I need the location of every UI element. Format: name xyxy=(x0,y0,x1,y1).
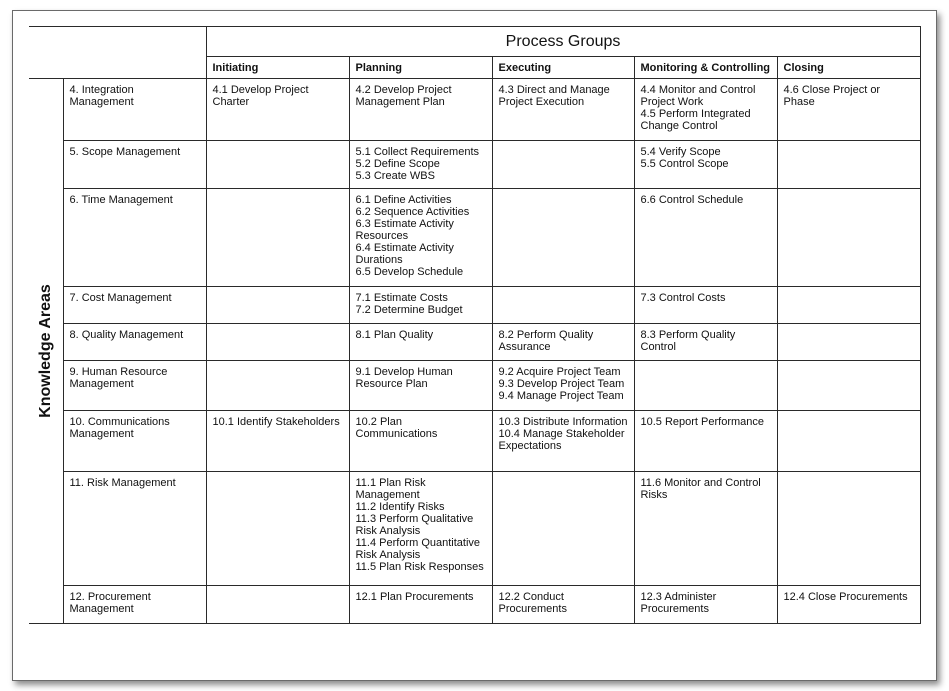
process-item: 11.3 Perform Qualitative Risk Analysis xyxy=(355,513,474,537)
knowledge-area-name: 7. Cost Management xyxy=(63,287,206,324)
column-header-closing: Closing xyxy=(777,57,920,79)
process-item: 4.5 Perform Integrated Change Control xyxy=(640,108,751,132)
process-item: 10.2 Plan Communications xyxy=(355,416,438,440)
process-cell-closing xyxy=(777,189,920,287)
table-row xyxy=(29,472,920,586)
process-item: 9.2 Acquire Project Team xyxy=(498,366,621,378)
process-cell-executing xyxy=(492,189,634,287)
process-cell-planning xyxy=(349,472,492,586)
process-item: 7.2 Determine Budget xyxy=(355,304,463,316)
process-item: 5.3 Create WBS xyxy=(355,170,435,182)
process-cell-executing xyxy=(492,586,634,624)
knowledge-area-name: 6. Time Management xyxy=(63,189,206,287)
process-item: 8.1 Plan Quality xyxy=(355,329,434,341)
process-cell-initiating xyxy=(206,361,349,411)
process-cell-closing xyxy=(777,411,920,472)
process-cell-monitoring xyxy=(634,324,777,361)
knowledge-area-name: 11. Risk Management xyxy=(63,472,206,586)
process-cell-initiating xyxy=(206,586,349,624)
process-item: 4.2 Develop Project Management Plan xyxy=(355,84,452,108)
process-cell-planning xyxy=(349,79,492,141)
process-cell-planning xyxy=(349,189,492,287)
process-item: 6.4 Estimate Activity Durations xyxy=(355,242,454,266)
process-cell-executing xyxy=(492,324,634,361)
blank-corner xyxy=(29,27,206,57)
process-item: 5.4 Verify Scope xyxy=(640,146,721,158)
process-item: 10.5 Report Performance xyxy=(640,416,765,428)
process-item: 10.3 Distribute Information xyxy=(498,416,628,428)
process-cell-monitoring xyxy=(634,586,777,624)
blank-corner-lower xyxy=(29,57,206,79)
process-item: 5.1 Collect Requirements xyxy=(355,146,480,158)
process-item: 8.2 Perform Quality Assurance xyxy=(498,329,594,353)
process-cell-planning xyxy=(349,411,492,472)
table-row xyxy=(29,141,920,189)
process-item: 4.3 Direct and Manage Project Execution xyxy=(498,84,610,108)
process-item: 6.6 Control Schedule xyxy=(640,194,744,206)
process-cell-initiating xyxy=(206,141,349,189)
process-item: 7.3 Control Costs xyxy=(640,292,726,304)
process-item: 9.1 Develop Human Resource Plan xyxy=(355,366,453,390)
process-cell-executing xyxy=(492,472,634,586)
process-cell-closing xyxy=(777,141,920,189)
table-row xyxy=(29,586,920,624)
knowledge-area-name: 8. Quality Management xyxy=(63,324,206,361)
process-item: 11.1 Plan Risk Management xyxy=(355,477,426,501)
process-cell-closing xyxy=(777,361,920,411)
process-cell-monitoring xyxy=(634,287,777,324)
column-header-monitoring-controlling: Monitoring & Controlling xyxy=(634,57,777,79)
process-cell-monitoring xyxy=(634,79,777,141)
process-item: 6.5 Develop Schedule xyxy=(355,266,464,278)
process-cell-executing xyxy=(492,411,634,472)
process-cell-planning xyxy=(349,324,492,361)
process-cell-planning xyxy=(349,361,492,411)
process-cell-planning xyxy=(349,141,492,189)
process-cell-closing xyxy=(777,586,920,624)
knowledge-area-name: 12. Procurement Management xyxy=(63,586,206,624)
process-item: 12.1 Plan Procurements xyxy=(355,591,474,603)
process-item: 6.2 Sequence Activities xyxy=(355,206,470,218)
table-row xyxy=(29,79,920,141)
process-item: 8.3 Perform Quality Control xyxy=(640,329,736,353)
knowledge-areas-label-cell xyxy=(29,79,63,624)
process-cell-initiating xyxy=(206,472,349,586)
knowledge-areas-title: Knowledge Areas xyxy=(36,284,54,418)
table-row xyxy=(29,361,920,411)
process-item: 12.3 Administer Procurements xyxy=(640,591,717,615)
table-row xyxy=(29,189,920,287)
process-item: 11.5 Plan Risk Responses xyxy=(355,561,484,573)
process-groups-table xyxy=(29,26,921,624)
process-cell-initiating xyxy=(206,411,349,472)
process-cell-executing xyxy=(492,79,634,141)
process-cell-monitoring xyxy=(634,189,777,287)
knowledge-area-name: 10. Communications Management xyxy=(63,411,206,472)
title-row xyxy=(29,27,920,57)
process-cell-monitoring xyxy=(634,411,777,472)
process-cell-initiating xyxy=(206,324,349,361)
column-header-initiating: Initiating xyxy=(206,57,349,79)
process-cell-closing xyxy=(777,79,920,141)
process-cell-initiating xyxy=(206,287,349,324)
process-cell-monitoring xyxy=(634,472,777,586)
process-cell-planning xyxy=(349,586,492,624)
process-cell-closing xyxy=(777,287,920,324)
table-row xyxy=(29,411,920,472)
process-cell-monitoring xyxy=(634,141,777,189)
document-page xyxy=(12,10,937,681)
process-item: 12.2 Conduct Procurements xyxy=(498,591,567,615)
process-item: 4.1 Develop Project Charter xyxy=(212,84,309,108)
process-item: 5.2 Define Scope xyxy=(355,158,440,170)
knowledge-area-name: 9. Human Resource Management xyxy=(63,361,206,411)
knowledge-area-name: 5. Scope Management xyxy=(63,141,206,189)
process-cell-initiating xyxy=(206,189,349,287)
process-cell-closing xyxy=(777,324,920,361)
process-item: 4.4 Monitor and Control Project Work xyxy=(640,84,756,108)
process-item: 10.1 Identify Stakeholders xyxy=(212,416,340,428)
process-cell-executing xyxy=(492,287,634,324)
process-item: 6.1 Define Activities xyxy=(355,194,452,206)
column-header-row xyxy=(29,57,920,79)
process-cell-executing xyxy=(492,361,634,411)
process-groups-title: Process Groups xyxy=(206,27,920,57)
process-cell-monitoring xyxy=(634,361,777,411)
process-cell-closing xyxy=(777,472,920,586)
process-item: 11.2 Identify Risks xyxy=(355,501,445,513)
process-item: 11.4 Perform Quantitative Risk Analysis xyxy=(355,537,481,561)
column-header-executing: Executing xyxy=(492,57,634,79)
process-item: 6.3 Estimate Activity Resources xyxy=(355,218,454,242)
process-item: 9.3 Develop Project Team xyxy=(498,378,625,390)
process-cell-initiating xyxy=(206,79,349,141)
process-item: 7.1 Estimate Costs xyxy=(355,292,448,304)
knowledge-area-name: 4. Integration Management xyxy=(63,79,206,141)
process-cell-planning xyxy=(349,287,492,324)
column-header-planning: Planning xyxy=(349,57,492,79)
table-row xyxy=(29,324,920,361)
table-row xyxy=(29,287,920,324)
process-item: 4.6 Close Project or Phase xyxy=(783,84,881,108)
process-cell-executing xyxy=(492,141,634,189)
process-item: 5.5 Control Scope xyxy=(640,158,729,170)
process-item: 11.6 Monitor and Control Risks xyxy=(640,477,761,501)
process-item: 12.4 Close Procurements xyxy=(783,591,908,603)
process-item: 10.4 Manage Stakeholder Expectations xyxy=(498,428,625,452)
process-item: 9.4 Manage Project Team xyxy=(498,390,624,402)
